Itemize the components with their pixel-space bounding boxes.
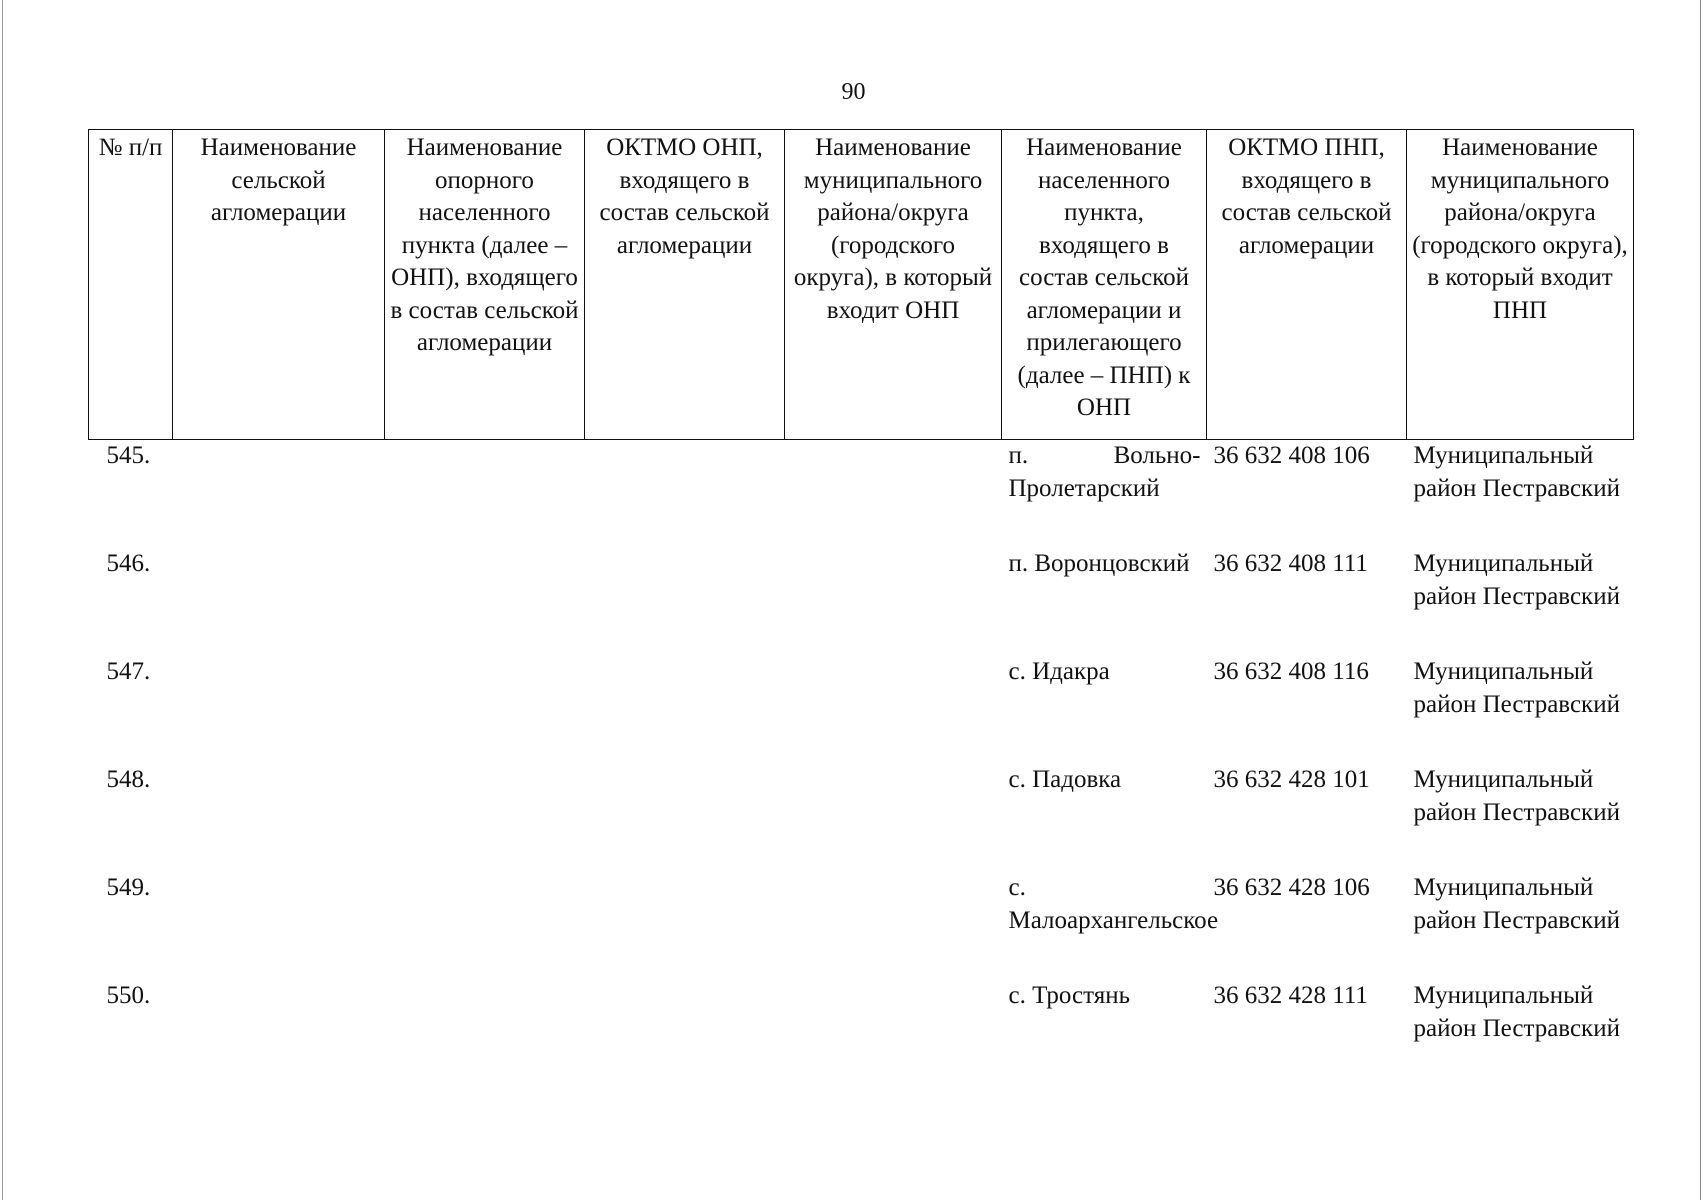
onp-oktmo-cell	[585, 764, 785, 872]
onp-name-cell	[385, 656, 585, 764]
agglomeration-name-cell	[173, 440, 385, 549]
pnp-district-cell: Муниципальный район Пестравский	[1413, 982, 1620, 1042]
header-onp-name: Наименование опорного населенного пункта (далее – ОНП), входящего в состав сельской агломерации	[385, 130, 585, 440]
pnp-district-cell: Муниципальный район Пестравский	[1413, 550, 1620, 610]
pnp-name-cell: п. Воронцовский	[1008, 550, 1190, 577]
onp-name-cell	[385, 764, 585, 872]
onp-oktmo-cell	[585, 440, 785, 549]
pnp-district-cell: Муниципальный район Пестравский	[1413, 442, 1620, 502]
pnp-district-cell: Муниципальный район Пестравский	[1413, 874, 1620, 934]
header-pnp-oktmo: ОКТМО ПНП, входящего в состав сельской агломерации	[1207, 130, 1407, 440]
row-number: 549.	[106, 874, 151, 901]
onp-name-cell	[385, 440, 585, 549]
row-number: 546.	[106, 550, 151, 577]
onp-name-cell	[385, 548, 585, 656]
agglomeration-name-cell	[173, 872, 385, 980]
row-number: 548.	[106, 766, 151, 793]
agglomeration-name-cell	[173, 764, 385, 872]
agglomeration-name-cell	[173, 548, 385, 656]
onp-oktmo-cell	[585, 980, 785, 1088]
header-pnp-name: Наименование населенного пункта, входящего в состав сельской агломерации и прилегающего (далее – ПНП) к ОНП	[1002, 130, 1207, 440]
table-row	[89, 548, 1634, 656]
page-number: 90	[841, 79, 866, 105]
row-number: 550.	[106, 982, 151, 1009]
agglomeration-name-cell	[173, 980, 385, 1088]
onp-district-cell	[785, 764, 1002, 872]
pnp-oktmo-cell: 36 632 428 106	[1213, 874, 1370, 901]
header-row-number: № п/п	[89, 130, 173, 440]
row-number: 547.	[106, 658, 151, 685]
pnp-name-cell: с. Падовка	[1008, 766, 1122, 793]
row-number: 545.	[106, 442, 151, 469]
onp-oktmo-cell	[585, 548, 785, 656]
header-pnp-district: Наименование муниципального района/округа (городского округа), в который входит ПНП	[1407, 130, 1634, 440]
onp-oktmo-cell	[585, 872, 785, 980]
table-header-row	[89, 130, 1634, 440]
table-row	[89, 656, 1634, 764]
table-row	[89, 980, 1634, 1088]
header-onp-district: Наименование муниципального района/округа (городского округа), в который входит ОНП	[785, 130, 1002, 440]
pnp-oktmo-cell: 36 632 428 101	[1213, 766, 1370, 793]
pnp-district-cell: Муниципальный район Пестравский	[1413, 658, 1620, 718]
pnp-name-cell: п. Вольно-Пролетарский	[1008, 442, 1201, 502]
pnp-oktmo-cell: 36 632 428 111	[1213, 982, 1368, 1009]
onp-name-cell	[385, 980, 585, 1088]
header-agglomeration-name: Наименование сельской агломерации	[173, 130, 385, 440]
pnp-district-cell: Муниципальный район Пестравский	[1413, 766, 1620, 826]
table-row	[89, 440, 1634, 549]
onp-name-cell	[385, 872, 585, 980]
onp-district-cell	[785, 980, 1002, 1088]
table-row	[89, 872, 1634, 980]
pnp-name-cell: с. Идакра	[1008, 658, 1110, 685]
onp-district-cell	[785, 548, 1002, 656]
pnp-oktmo-cell: 36 632 408 111	[1213, 550, 1368, 577]
scan-edge-left	[2, 0, 3, 1200]
agglomeration-name-cell	[173, 656, 385, 764]
pnp-name-cell: с. Тростянь	[1008, 982, 1131, 1009]
pnp-oktmo-cell: 36 632 408 116	[1213, 658, 1369, 685]
header-onp-oktmo: ОКТМО ОНП, входящего в состав сельской агломерации	[585, 130, 785, 440]
onp-district-cell	[785, 440, 1002, 549]
pnp-oktmo-cell: 36 632 408 106	[1213, 442, 1370, 469]
onp-oktmo-cell	[585, 656, 785, 764]
onp-district-cell	[785, 656, 1002, 764]
table-row	[89, 764, 1634, 872]
agglomeration-table	[88, 129, 1634, 1088]
pnp-name-cell: с. Малоархангельское	[1008, 874, 1219, 934]
onp-district-cell	[785, 872, 1002, 980]
scan-edge-right	[1700, 0, 1701, 1200]
